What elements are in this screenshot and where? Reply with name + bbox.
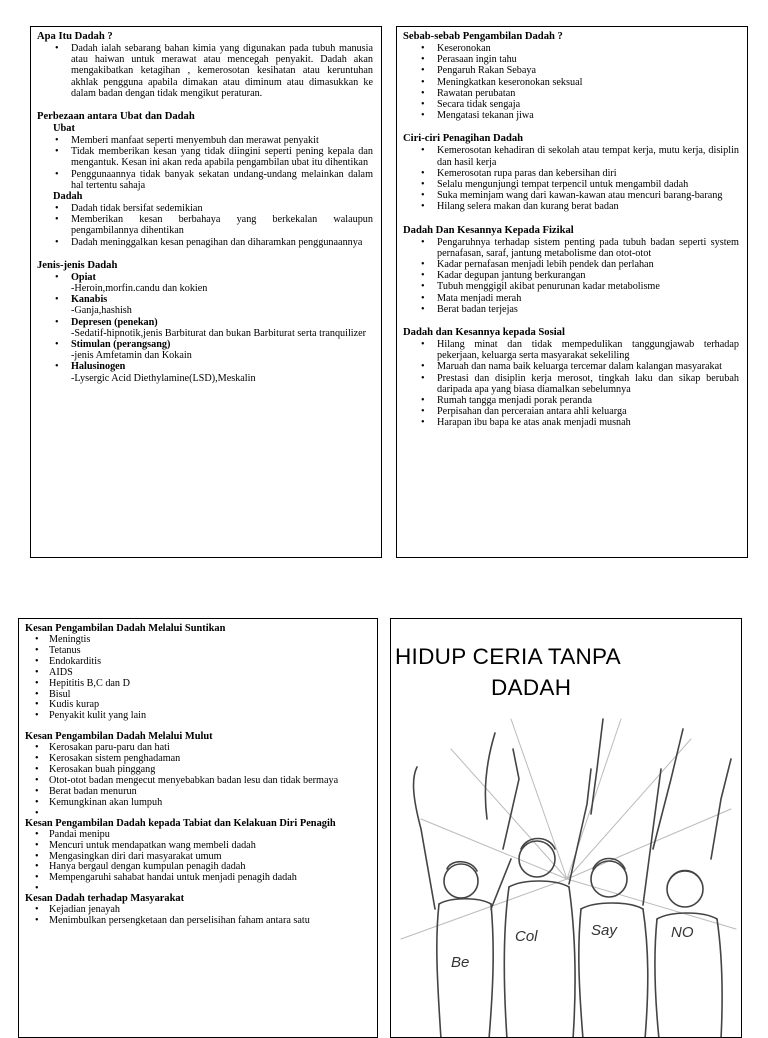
list-item [37, 272, 373, 283]
drug-type-desc: -Sedatif-hipnotik,jenis Barbiturat dan bukan Barbiturat serta tranquilizer [71, 327, 367, 339]
drug-type-desc: -Lysergic Acid Diethylamine(LSD),Meskalin [71, 372, 256, 384]
list-item: • Pandai menipu [25, 830, 371, 841]
drug-type-name: Halusinogen [71, 361, 126, 373]
list-item: • Dadah tidak bersifat sedemikian [37, 203, 373, 214]
subheading-ubat: Ubat [53, 123, 75, 135]
panel-poster [390, 618, 742, 1038]
list-item: • Rumah tangga menjadi porak peranda [403, 395, 739, 406]
list-item: • Berat badan terjejas [403, 304, 739, 315]
burst-lines [401, 719, 736, 939]
drug-type-name: Opiat [71, 271, 96, 283]
drug-type-name: Stimulan (perangsang) [71, 339, 171, 351]
list-item: • Hepititis B,C dan D [25, 679, 371, 690]
section-title: Kesan Pengambilan Dadah Melalui Mulut [25, 731, 213, 743]
section-ciri [403, 133, 739, 212]
list-item: • Kemerosotan kehadiran di sekolah atau tempat kerja, mutu kerja, disiplin dan hasil kerja [403, 145, 739, 167]
bullet-list [37, 272, 373, 384]
list-item: • Mencuri untuk mendapatkan wang membeli dadah [25, 841, 371, 852]
drug-type-desc: -jenis Amfetamin dan Kokain [71, 350, 192, 362]
list-item: • Selalu mengunjungi tempat terpencil untuk mengambil dadah [403, 179, 739, 190]
section-sebab [403, 31, 739, 121]
section-title: Apa Itu Dadah ? [37, 31, 113, 42]
drug-type-desc: -Ganja,hashish [71, 305, 132, 317]
list-item: • Tetanus [25, 646, 371, 657]
bullet-list [403, 145, 739, 212]
list-item: • Menimbulkan persengketaan dan perselisihan faham antara satu [25, 916, 371, 927]
section-title: Kesan Dadah terhadap Masyarakat [25, 893, 185, 905]
list-item: • Kerosakan buah pinggang [25, 765, 371, 776]
section-fizikal [403, 225, 739, 315]
bullet-list [37, 135, 373, 191]
bullet-list [25, 743, 371, 808]
section-jenis-dadah [37, 260, 373, 384]
list-item: • Kejadian jenayah [25, 905, 371, 916]
drug-type-name: Kanabis [71, 294, 108, 306]
list-item: • Meningkatkan keseronokan seksual [403, 77, 739, 88]
bullet-list [25, 830, 371, 885]
section-title: Dadah Dan Kesannya Kepada Fizikal [403, 224, 574, 236]
list-item: • Endokarditis [25, 657, 371, 668]
section-suntikan [25, 623, 371, 722]
poster-title-line2: DADAH [491, 675, 572, 700]
bullet-list [403, 339, 739, 429]
list-item: • Memberikan kesan berbahaya yang berkekalan walaupun pengambilannya dihentikan [37, 214, 373, 236]
list-item: • Pengaruhnya terhadap sistem penting pada tubuh badan seperti system pernafasan, saraf, jantung metabolisme dan otot-otot [403, 237, 739, 259]
poster-title-line1: HIDUP CERIA TANPA [395, 644, 621, 669]
list-item: • Tidak memberikan kesan yang tidak diingini seperti pening kepala dan mengantuk. Kesan ini akan reda apabila pengambilan ubat itu dihentikan [37, 146, 373, 168]
list-item [37, 339, 373, 350]
person-3 [579, 719, 661, 1038]
person-1 [414, 767, 511, 1038]
shirt-text: Col [515, 928, 538, 945]
list-item [37, 317, 373, 328]
list-item: • Tubuh menggigil akibat penurunan kadar metabolisme [403, 281, 739, 292]
list-item: • Otot-otot badan mengecut menyebabkan badan lesu dan tidak bermaya [25, 776, 371, 787]
list-item: • Hilang selera makan dan kurang berat badan [403, 201, 739, 212]
list-item [37, 294, 373, 305]
shirt-text: NO [671, 924, 694, 941]
shirt-text: Be [451, 954, 470, 971]
section-sosial [403, 327, 739, 429]
list-item: • Kadar degupan jantung berkurangan [403, 270, 739, 281]
list-item: • Prestasi dan disiplin kerja merosot, tingkah laku dan sikap berubah daripada apa yang biasa diamalkan sebelumnya [403, 373, 739, 395]
section-title: Kesan Pengambilan Dadah Melalui Suntikan [25, 623, 226, 634]
list-item: • Penyakit kulit yang lain [25, 711, 371, 722]
list-item: • Memberi manfaat seperti menyembuh dan merawat penyakit [37, 135, 373, 146]
list-item: • Hanya bergaul dengan kumpulan penagih dadah [25, 862, 371, 873]
section-title: Perbezaan antara Ubat dan Dadah [37, 111, 195, 123]
list-item: • Meningtis [25, 635, 371, 646]
list-item: • Dadah meninggalkan kesan penagihan dan diharamkan penggunaannya [37, 237, 373, 248]
list-item: • Secara tidak sengaja [403, 99, 739, 110]
section-title: Kesan Pengambilan Dadah kepada Tabiat dan Kelakuan Diri Penagih [25, 817, 336, 829]
bullet-list [25, 905, 371, 927]
list-item: • Dadah ialah sebarang bahan kimia yang digunakan pada tubuh manusia atau haiwan untuk merawat atau mencegah penyakit. Dadah akan mengakibatkan ketagihan , kemerosotan kesihatan atau keruntuhan akhlak pengguna apabila dimakan atau diminum atau dimasukkan ke dalam badan dengan tidak mengikut peraturan. [37, 43, 373, 99]
list-item: • Kemerosotan rupa paras dan kebersihan diri [403, 168, 739, 179]
list-item: • Maruah dan nama baik keluarga tercemar dalam kalangan masyarakat [403, 361, 739, 372]
list-item: • Mengatasi tekanan jiwa [403, 110, 739, 121]
list-item [37, 361, 373, 372]
list-item: • Kerosakan sistem penghadaman [25, 754, 371, 765]
bullet-list [25, 635, 371, 722]
list-item: • Harapan ibu bapa ke atas anak menjadi musnah [403, 417, 739, 428]
drug-type-desc: -Heroin,morfin.candu dan kokien [71, 283, 208, 295]
section-apa-itu-dadah [37, 31, 373, 99]
list-item: • Pengaruh Rakan Sebaya [403, 65, 739, 76]
section-title: Dadah dan Kesannya kepada Sosial [403, 327, 565, 339]
list-item: • Kemungkinan akan lumpuh [25, 798, 371, 809]
list-item: • Kudis kurap [25, 700, 371, 711]
drug-type-name: Depresen (penekan) [71, 316, 158, 328]
bullet-list [403, 237, 739, 315]
list-item: • Mata menjadi merah [403, 293, 739, 304]
list-item: • Suka meminjam wang dari kawan-kawan atau mencuri barang-barang [403, 190, 739, 201]
list-item: • Mempengaruhi sahabat handai untuk menjadi penagih dadah [25, 873, 371, 884]
panel-kesan-pengambilan [18, 618, 378, 1038]
list-item: • Bisul [25, 690, 371, 701]
list-item: • AIDS [25, 668, 371, 679]
list-item: • Hilang minat dan tidak mempedulikan tanggungjawab terhadap pekerjaan, keluarga serta masyarakat sekeliling [403, 339, 739, 361]
person-4 [653, 729, 731, 1038]
list-item: • Keseronokan [403, 43, 739, 54]
bullet-list [403, 43, 739, 121]
list-item: • Kerosakan paru-paru dan hati [25, 743, 371, 754]
section-mulut [25, 731, 371, 808]
section-title: Jenis-jenis Dadah [37, 259, 118, 271]
list-item: • Perasaan ingin tahu [403, 54, 739, 65]
section-title: Ciri-ciri Penagihan Dadah [403, 133, 524, 145]
bullet-list [37, 43, 373, 99]
list-item: • Penggunaannya tidak banyak sekatan undang-undang melainkan dalam hal tertentu sahaja [37, 169, 373, 191]
section-title: Sebab-sebab Pengambilan Dadah ? [403, 31, 563, 42]
section-masyarakat [25, 893, 371, 927]
list-item: • Perpisahan dan perceraian antara ahli keluarga [403, 406, 739, 417]
bullet-list [37, 203, 373, 248]
section-perbezaan [37, 111, 373, 248]
subheading-dadah: Dadah [53, 191, 83, 203]
list-item: • Kadar pernafasan menjadi lebih pendek dan perlahan [403, 259, 739, 270]
person-2 [485, 733, 591, 1038]
list-item: • Berat badan menurun [25, 787, 371, 798]
list-item: • Rawatan perubatan [403, 88, 739, 99]
shirt-text: Say [591, 922, 617, 939]
panel-sebab-dan-kesan [396, 26, 748, 558]
list-item: • Mengasingkan diri dari masyarakat umum [25, 852, 371, 863]
panel-apa-itu-dadah [30, 26, 382, 558]
poster-title [395, 641, 735, 703]
section-tabiat [25, 818, 371, 885]
celebrating-youth-illustration [391, 709, 742, 1038]
